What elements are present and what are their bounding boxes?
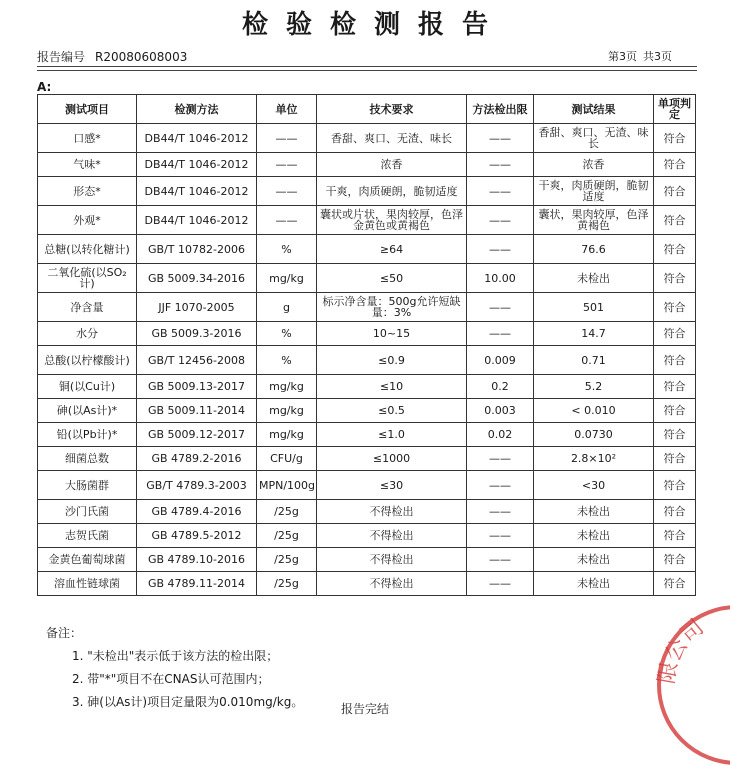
cell-requirement: ≤1.0: [317, 423, 467, 447]
cell-unit: %: [257, 322, 317, 346]
cell-requirement: 不得检出: [317, 572, 467, 596]
table-body: [38, 124, 696, 596]
cell-method: GB 4789.10-2016: [137, 548, 257, 572]
cell-verdict: 符合: [654, 572, 696, 596]
cell-verdict: 符合: [654, 447, 696, 471]
cell-item: 总酸(以柠檬酸计): [38, 346, 137, 375]
cell-item: 气味*: [38, 153, 137, 177]
cell-requirement: ≤30: [317, 471, 467, 500]
cell-item: 铜(以Cu计): [38, 375, 137, 399]
cell-verdict: 符合: [654, 235, 696, 264]
cell-verdict: 符合: [654, 500, 696, 524]
cell-limit: ——: [467, 153, 534, 177]
cell-item: 水分: [38, 322, 137, 346]
cell-method: GB/T 10782-2006: [137, 235, 257, 264]
cell-limit: ——: [467, 471, 534, 500]
cell-requirement: ≤10: [317, 375, 467, 399]
cell-verdict: 符合: [654, 471, 696, 500]
cell-limit: ——: [467, 124, 534, 153]
cell-verdict: 符合: [654, 177, 696, 206]
cell-limit: ——: [467, 235, 534, 264]
cell-verdict: 符合: [654, 524, 696, 548]
cell-result: 501: [534, 293, 654, 322]
cell-item: 铅(以Pb计)*: [38, 423, 137, 447]
cell-method: GB 5009.12-2017: [137, 423, 257, 447]
cell-requirement: 囊状或片状，果肉较厚，色泽金黄色或黄褐色: [317, 206, 467, 235]
cell-item: 砷(以As计)*: [38, 399, 137, 423]
column-header: 测试项目: [38, 95, 137, 124]
cell-unit: mg/kg: [257, 375, 317, 399]
cell-requirement: ≤0.5: [317, 399, 467, 423]
table-row: [38, 264, 696, 293]
cell-result: < 0.010: [534, 399, 654, 423]
cell-method: GB 5009.13-2017: [137, 375, 257, 399]
cell-limit: ——: [467, 524, 534, 548]
cell-limit: 0.009: [467, 346, 534, 375]
table-row: [38, 399, 696, 423]
cell-requirement: 10~15: [317, 322, 467, 346]
cell-unit: MPN/100g: [257, 471, 317, 500]
report-number-row: [37, 48, 187, 65]
table-row: [38, 572, 696, 596]
column-header: 单项判定: [654, 95, 696, 124]
cell-verdict: 符合: [654, 293, 696, 322]
cell-requirement: 浓香: [317, 153, 467, 177]
cell-verdict: 符合: [654, 548, 696, 572]
cell-method: GB 4789.11-2014: [137, 572, 257, 596]
cell-requirement: 标示净含量：500g允许短缺量：3%: [317, 293, 467, 322]
cell-item: 总糖(以转化糖计): [38, 235, 137, 264]
header-divider: [37, 66, 697, 67]
cell-requirement: ≤1000: [317, 447, 467, 471]
page-current: 第3页: [608, 50, 637, 63]
cell-method: DB44/T 1046-2012: [137, 206, 257, 235]
cell-unit: ——: [257, 124, 317, 153]
page-indicator: [608, 48, 672, 64]
cell-result: <30: [534, 471, 654, 500]
cell-unit: %: [257, 346, 317, 375]
cell-limit: 0.02: [467, 423, 534, 447]
cell-requirement: 干爽，肉质硬朗，脆韧适度: [317, 177, 467, 206]
cell-method: GB 4789.4-2016: [137, 500, 257, 524]
cell-item: 溶血性链球菌: [38, 572, 137, 596]
table-row: [38, 447, 696, 471]
cell-item: 形态*: [38, 177, 137, 206]
cell-requirement: 不得检出: [317, 500, 467, 524]
cell-item: 口感*: [38, 124, 137, 153]
cell-limit: ——: [467, 293, 534, 322]
company-seal: [652, 600, 730, 770]
table-row: [38, 471, 696, 500]
cell-result: 未检出: [534, 524, 654, 548]
cell-verdict: 符合: [654, 399, 696, 423]
cell-result: 0.71: [534, 346, 654, 375]
cell-method: GB 5009.3-2016: [137, 322, 257, 346]
cell-method: GB/T 4789.3-2003: [137, 471, 257, 500]
note-line-2: 2. 带"*"项目不在CNAS认可范围内；: [72, 672, 270, 686]
cell-limit: ——: [467, 322, 534, 346]
cell-unit: /25g: [257, 524, 317, 548]
cell-item: 外观*: [38, 206, 137, 235]
table-row: [38, 206, 696, 235]
cell-method: GB 5009.34-2016: [137, 264, 257, 293]
svg-text:限公司: 限公司: [654, 614, 709, 686]
cell-limit: ——: [467, 206, 534, 235]
cell-unit: mg/kg: [257, 399, 317, 423]
report-title: 检验检测报告: [241, 10, 506, 40]
cell-requirement: ≤0.9: [317, 346, 467, 375]
table-row: [38, 153, 696, 177]
cell-limit: ——: [467, 548, 534, 572]
cell-limit: 0.2: [467, 375, 534, 399]
page-total: 共3页: [643, 50, 672, 63]
cell-result: 香甜、爽口、无渣、味长: [534, 124, 654, 153]
cell-result: 浓香: [534, 153, 654, 177]
cell-result: 未检出: [534, 264, 654, 293]
cell-result: 2.8×10²: [534, 447, 654, 471]
cell-limit: ——: [467, 447, 534, 471]
table-row: [38, 293, 696, 322]
cell-verdict: 符合: [654, 423, 696, 447]
cell-result: 囊状，果肉较厚，色泽黄褐色: [534, 206, 654, 235]
cell-result: 未检出: [534, 500, 654, 524]
section-label: A:: [37, 80, 52, 94]
cell-method: DB44/T 1046-2012: [137, 124, 257, 153]
column-header: 单位: [257, 95, 317, 124]
cell-method: JJF 1070-2005: [137, 293, 257, 322]
table-row: [38, 235, 696, 264]
cell-method: DB44/T 1046-2012: [137, 177, 257, 206]
cell-unit: /25g: [257, 548, 317, 572]
column-header: 检测方法: [137, 95, 257, 124]
cell-item: 净含量: [38, 293, 137, 322]
cell-result: 干爽，肉质硬朗，脆韧适度: [534, 177, 654, 206]
cell-unit: mg/kg: [257, 423, 317, 447]
note-line-1: 1. "未检出"表示低于该方法的检出限；: [72, 649, 279, 663]
report-end: 报告完结: [340, 702, 389, 716]
cell-result: 76.6: [534, 235, 654, 264]
cell-item: 沙门氏菌: [38, 500, 137, 524]
cell-result: 未检出: [534, 548, 654, 572]
header-divider-secondary: [37, 70, 697, 71]
table-row: [38, 177, 696, 206]
table-row: [38, 548, 696, 572]
cell-result: 未检出: [534, 572, 654, 596]
cell-unit: ——: [257, 153, 317, 177]
cell-requirement: 不得检出: [317, 548, 467, 572]
cell-limit: 10.00: [467, 264, 534, 293]
table-row: [38, 322, 696, 346]
cell-verdict: 符合: [654, 322, 696, 346]
cell-item: 大肠菌群: [38, 471, 137, 500]
table-row: [38, 524, 696, 548]
cell-method: GB 5009.11-2014: [137, 399, 257, 423]
cell-verdict: 符合: [654, 206, 696, 235]
report-number-label: 报告编号: [37, 50, 86, 64]
cell-result: 0.0730: [534, 423, 654, 447]
cell-limit: ——: [467, 500, 534, 524]
cell-unit: g: [257, 293, 317, 322]
column-header: 方法检出限: [467, 95, 534, 124]
cell-limit: 0.003: [467, 399, 534, 423]
cell-unit: /25g: [257, 500, 317, 524]
cell-verdict: 符合: [654, 124, 696, 153]
cell-unit: ——: [257, 206, 317, 235]
column-header: 测试结果: [534, 95, 654, 124]
cell-result: 14.7: [534, 322, 654, 346]
notes-heading: 备注：: [46, 626, 83, 640]
cell-item: 二氧化硫(以SO₂计): [38, 264, 137, 293]
table-row: [38, 124, 696, 153]
cell-item: 金黄色葡萄球菌: [38, 548, 137, 572]
report-number: R20080608003: [95, 50, 188, 64]
table-row: [38, 375, 696, 399]
note-line-3: 3. 砷(以As计)项目定量限为0.010mg/kg。: [72, 695, 304, 709]
cell-method: DB44/T 1046-2012: [137, 153, 257, 177]
cell-method: GB 4789.2-2016: [137, 447, 257, 471]
cell-method: GB 4789.5-2012: [137, 524, 257, 548]
cell-limit: ——: [467, 572, 534, 596]
cell-unit: mg/kg: [257, 264, 317, 293]
cell-item: 志贺氏菌: [38, 524, 137, 548]
cell-verdict: 符合: [654, 375, 696, 399]
cell-verdict: 符合: [654, 153, 696, 177]
cell-unit: ——: [257, 177, 317, 206]
cell-unit: /25g: [257, 572, 317, 596]
table-header-row: [38, 95, 696, 124]
column-header: 技术要求: [317, 95, 467, 124]
cell-result: 5.2: [534, 375, 654, 399]
table-row: [38, 423, 696, 447]
cell-item: 细菌总数: [38, 447, 137, 471]
cell-limit: ——: [467, 177, 534, 206]
results-table: [37, 94, 696, 596]
cell-requirement: ≥64: [317, 235, 467, 264]
cell-unit: %: [257, 235, 317, 264]
table-row: [38, 500, 696, 524]
cell-verdict: 符合: [654, 346, 696, 375]
cell-requirement: ≤50: [317, 264, 467, 293]
cell-requirement: 香甜、爽口、无渣、味长: [317, 124, 467, 153]
cell-method: GB/T 12456-2008: [137, 346, 257, 375]
cell-requirement: 不得检出: [317, 524, 467, 548]
table-row: [38, 346, 696, 375]
cell-verdict: 符合: [654, 264, 696, 293]
cell-unit: CFU/g: [257, 447, 317, 471]
